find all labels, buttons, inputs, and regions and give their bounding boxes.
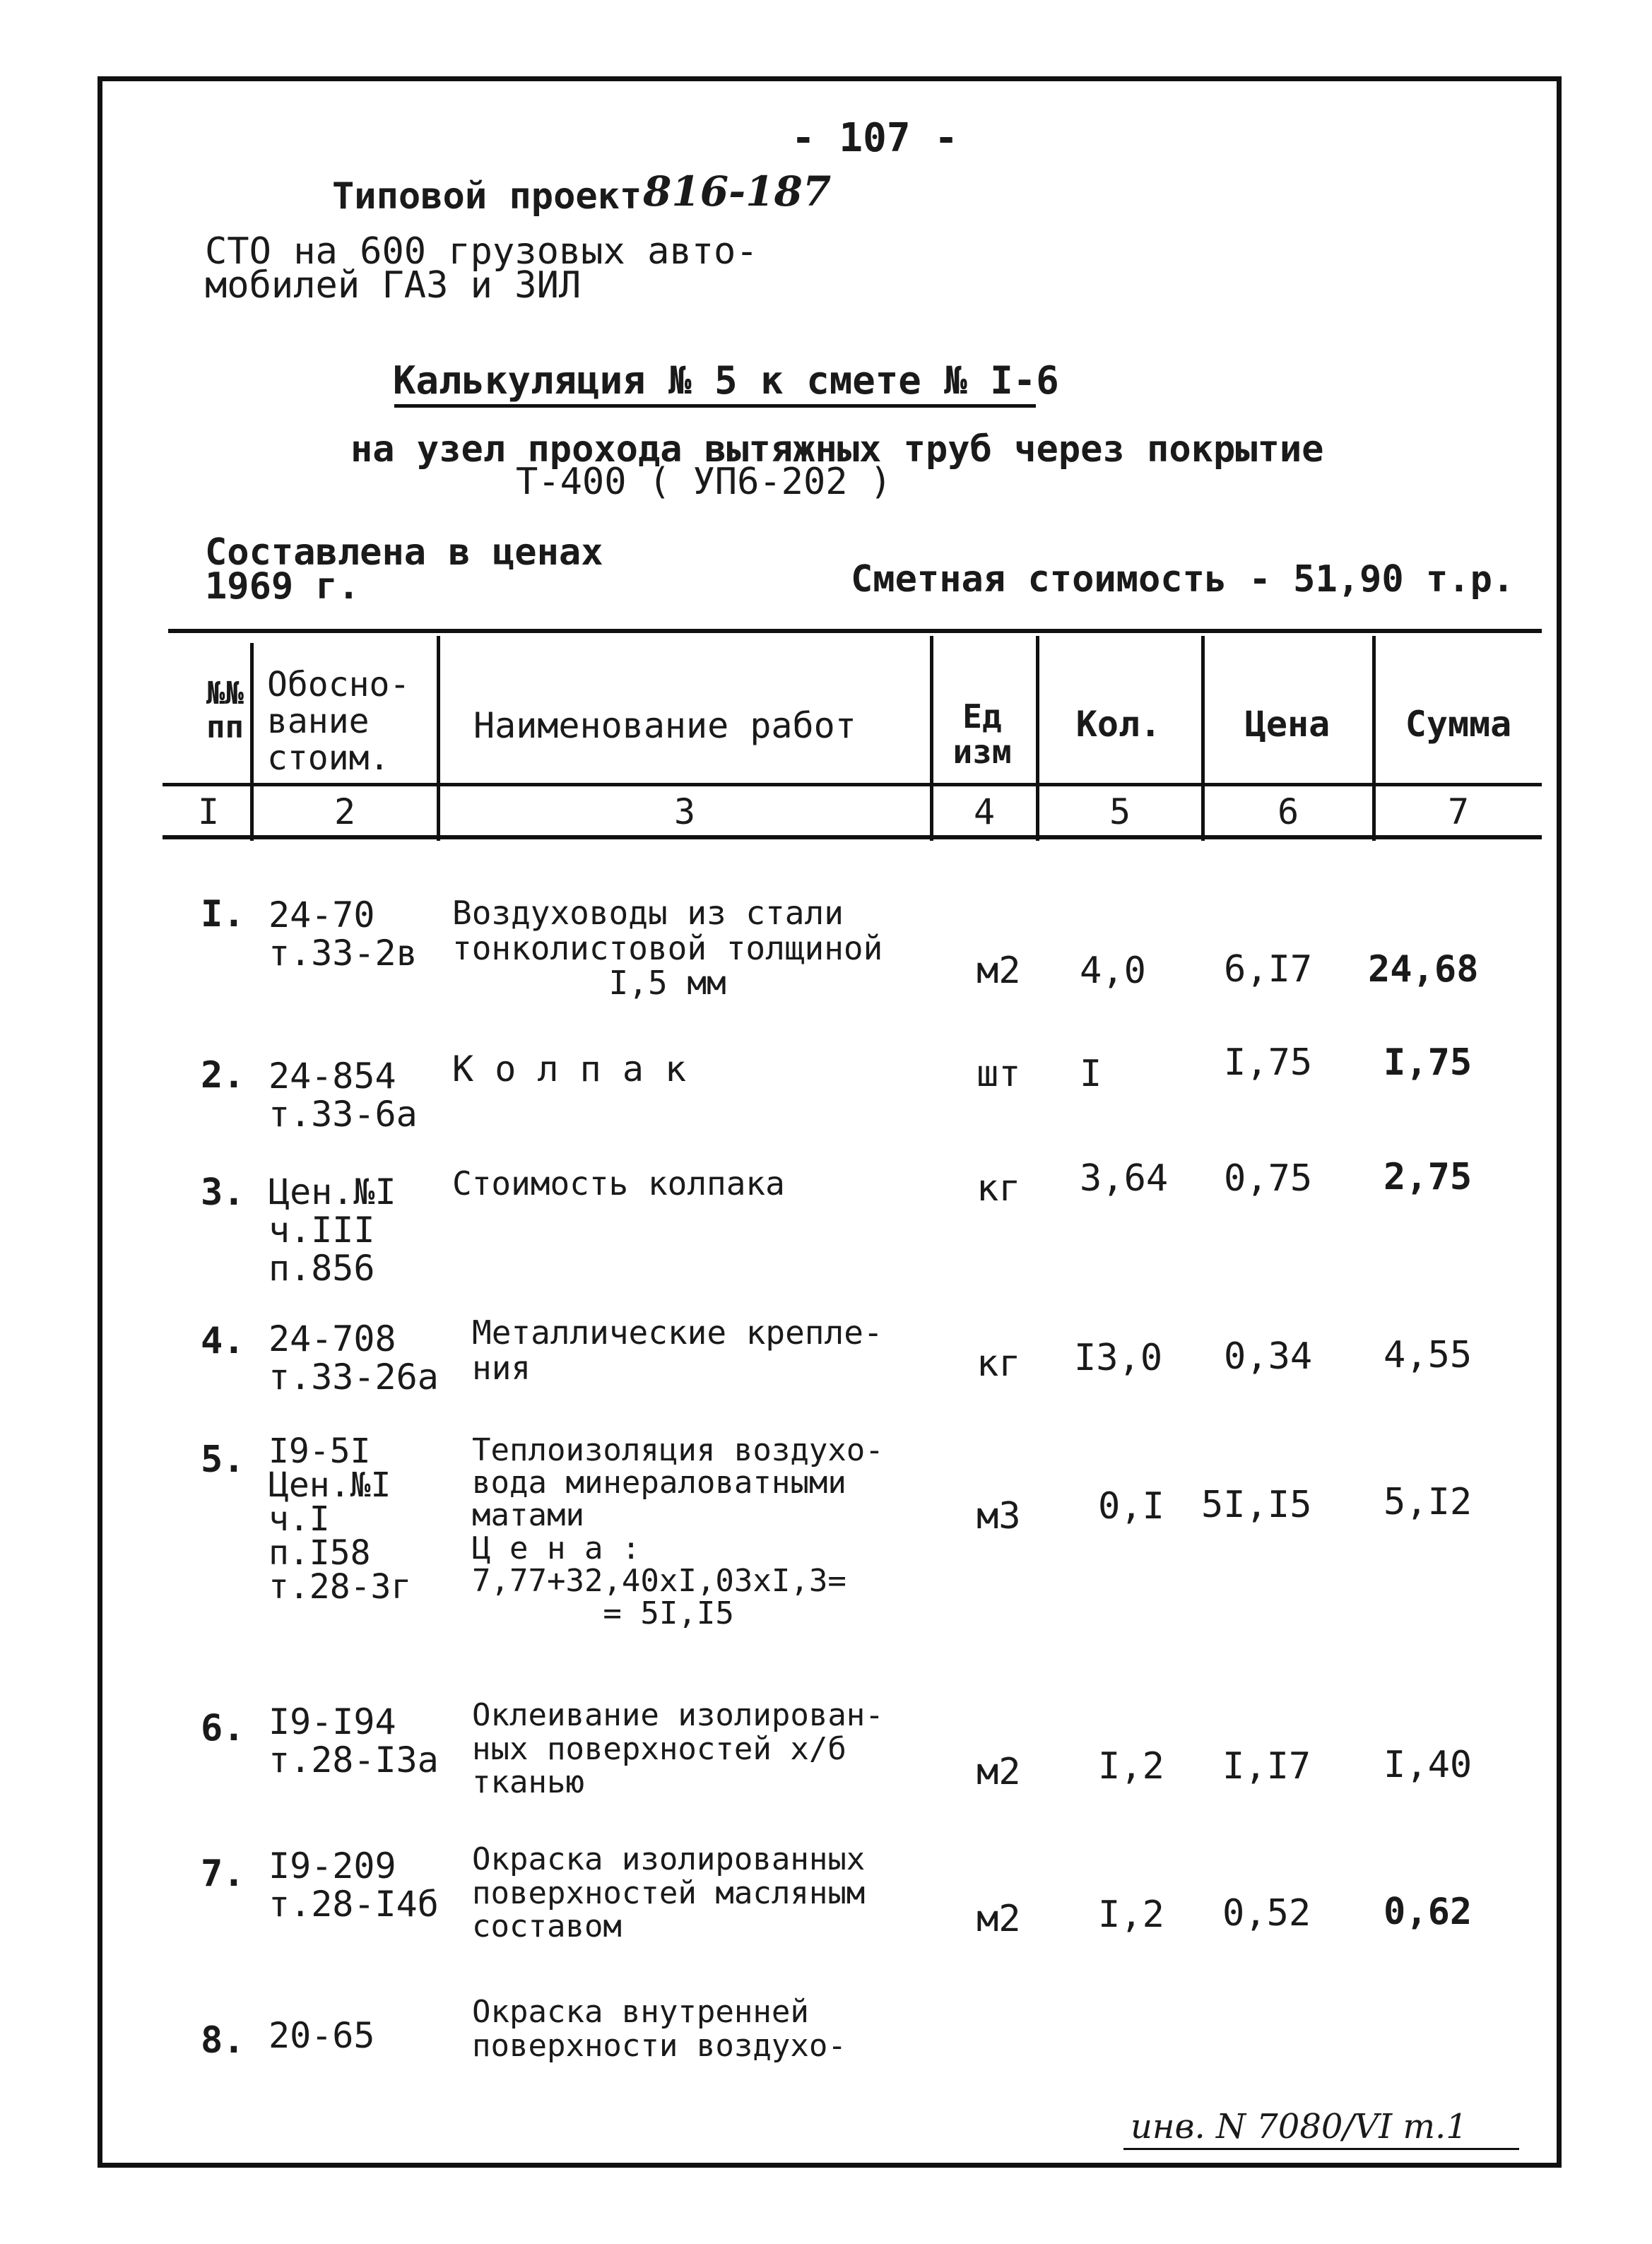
- row4-sum: 4,55: [1383, 1334, 1473, 1376]
- colnum-1: I: [197, 791, 220, 832]
- row1-basis: 24-70 т.33-2в: [269, 894, 418, 974]
- row7-name: Окраска изолированных поверхностей масляным составом: [472, 1841, 866, 1945]
- subject-line1: на узел прохода вытяжных труб через покрытие: [350, 428, 1324, 471]
- row3-num: 3.: [201, 1171, 245, 1214]
- subject-line2: Т-400 ( УП6-202 ): [516, 461, 892, 503]
- header-qty: Кол.: [1075, 704, 1162, 745]
- colnum-3: 3: [673, 791, 696, 832]
- row5-unit: м3: [977, 1495, 1021, 1537]
- row2-qty: I: [1080, 1053, 1102, 1095]
- row2-num: 2.: [201, 1054, 245, 1097]
- project-label: Типовой проект: [332, 175, 642, 218]
- page-number: - 107 -: [791, 115, 959, 161]
- row2-name: К о л п а к: [452, 1049, 687, 1089]
- row1-qty: 4,0: [1080, 950, 1146, 992]
- row8-name: Окраска внутренней поверхности воздухо-: [472, 1994, 846, 2064]
- colnum-bottom-rule: [163, 835, 1542, 839]
- row4-num: 4.: [201, 1320, 245, 1362]
- row4-unit: кг: [977, 1342, 1021, 1385]
- row6-unit: м2: [977, 1751, 1021, 1793]
- row2-price: I,75: [1224, 1041, 1313, 1084]
- row7-num: 7.: [201, 1853, 245, 1895]
- colnum-2: 2: [334, 791, 356, 832]
- row5-basis: I9-5I Цен.№I ч.I п.I58 т.28-3г: [269, 1431, 412, 1607]
- inventory-underline: [1123, 2148, 1519, 2150]
- row3-basis: Цен.№I ч.III п.856: [269, 1171, 396, 1289]
- row3-price: 0,75: [1224, 1157, 1313, 1200]
- row5-price: 5I,I5: [1201, 1484, 1312, 1526]
- colnum-6: 6: [1277, 791, 1299, 832]
- row6-qty: I,2: [1098, 1745, 1164, 1788]
- header-basis: Обосно- вание стоим.: [267, 665, 411, 778]
- header-sum: Сумма: [1405, 704, 1512, 745]
- header-unit: Ед изм: [952, 697, 1012, 771]
- row5-name: Теплоизоляция воздухо- вода минераловатными матами Ц е н а : 7,77+32,40хI,03хI,3= = 5I,I5: [472, 1432, 884, 1631]
- row1-sum: 24,68: [1368, 948, 1479, 991]
- row3-unit: кг: [977, 1167, 1021, 1210]
- row7-sum: 0,62: [1383, 1891, 1473, 1933]
- row6-name: Оклеивание изолирован- ных поверхностей х/б тканью: [472, 1697, 884, 1801]
- row4-basis: 24-708 т.33-26а: [269, 1318, 439, 1398]
- estimate-cost: Сметная стоимость - 51,90 т.р.: [851, 558, 1515, 601]
- inventory-note: инв. N 7080/VI т.1: [1131, 2107, 1468, 2146]
- row5-num: 5.: [201, 1439, 245, 1481]
- colnum-4: 4: [973, 791, 996, 832]
- col-sep-1: [250, 643, 254, 841]
- row8-num: 8.: [201, 2019, 245, 2062]
- table-top-rule: [168, 629, 1542, 633]
- row1-name: Воздуховоды из стали тонколистовой толщиной I,5 мм: [452, 894, 883, 1003]
- row4-name: Металлические крепле- ния: [472, 1313, 883, 1387]
- row7-basis: I9-209 т.28-I4б: [269, 1846, 439, 1925]
- object-line1: СТО на 600 грузовых авто-: [205, 230, 758, 273]
- row2-unit: шт: [977, 1053, 1021, 1095]
- project-code: 816-187: [643, 167, 832, 215]
- title-underline: [394, 404, 1036, 408]
- row1-unit: м2: [977, 950, 1021, 992]
- colnum-5: 5: [1109, 791, 1131, 832]
- row8-basis: 20-65: [269, 2015, 375, 2056]
- object-line2: мобилей ГАЗ и ЗИЛ: [205, 264, 582, 307]
- row3-qty: 3,64: [1080, 1157, 1169, 1200]
- row3-sum: 2,75: [1383, 1156, 1473, 1198]
- row4-qty: I3,0: [1074, 1337, 1163, 1379]
- prices-line2: 1969 г.: [205, 565, 360, 608]
- row2-sum: I,75: [1383, 1041, 1473, 1084]
- row4-price: 0,34: [1224, 1335, 1313, 1378]
- row6-basis: I9-I94 т.28-I3а: [269, 1701, 439, 1781]
- row5-qty: 0,I: [1098, 1485, 1164, 1528]
- row6-price: I,I7: [1222, 1745, 1311, 1788]
- row6-sum: I,40: [1383, 1744, 1473, 1786]
- colnum-7: 7: [1447, 791, 1470, 832]
- header-price: Цена: [1244, 704, 1331, 745]
- header-name: Наименование работ: [473, 705, 856, 746]
- row2-basis: 24-854 т.33-6а: [269, 1056, 418, 1135]
- row3-name: Стоимость колпака: [452, 1164, 785, 1203]
- row5-sum: 5,I2: [1383, 1481, 1473, 1523]
- header-num: №№ пп: [206, 675, 244, 745]
- row7-price: 0,52: [1222, 1892, 1311, 1935]
- prices-line1: Составлена в ценах: [205, 531, 603, 574]
- row7-unit: м2: [977, 1898, 1021, 1940]
- row1-num: I.: [201, 893, 245, 935]
- header-bottom-rule: [163, 783, 1542, 786]
- row6-num: 6.: [201, 1707, 245, 1749]
- row1-price: 6,I7: [1224, 948, 1313, 991]
- row7-qty: I,2: [1098, 1894, 1164, 1936]
- calc-title: Калькуляция № 5 к смете № I-6: [393, 358, 1059, 403]
